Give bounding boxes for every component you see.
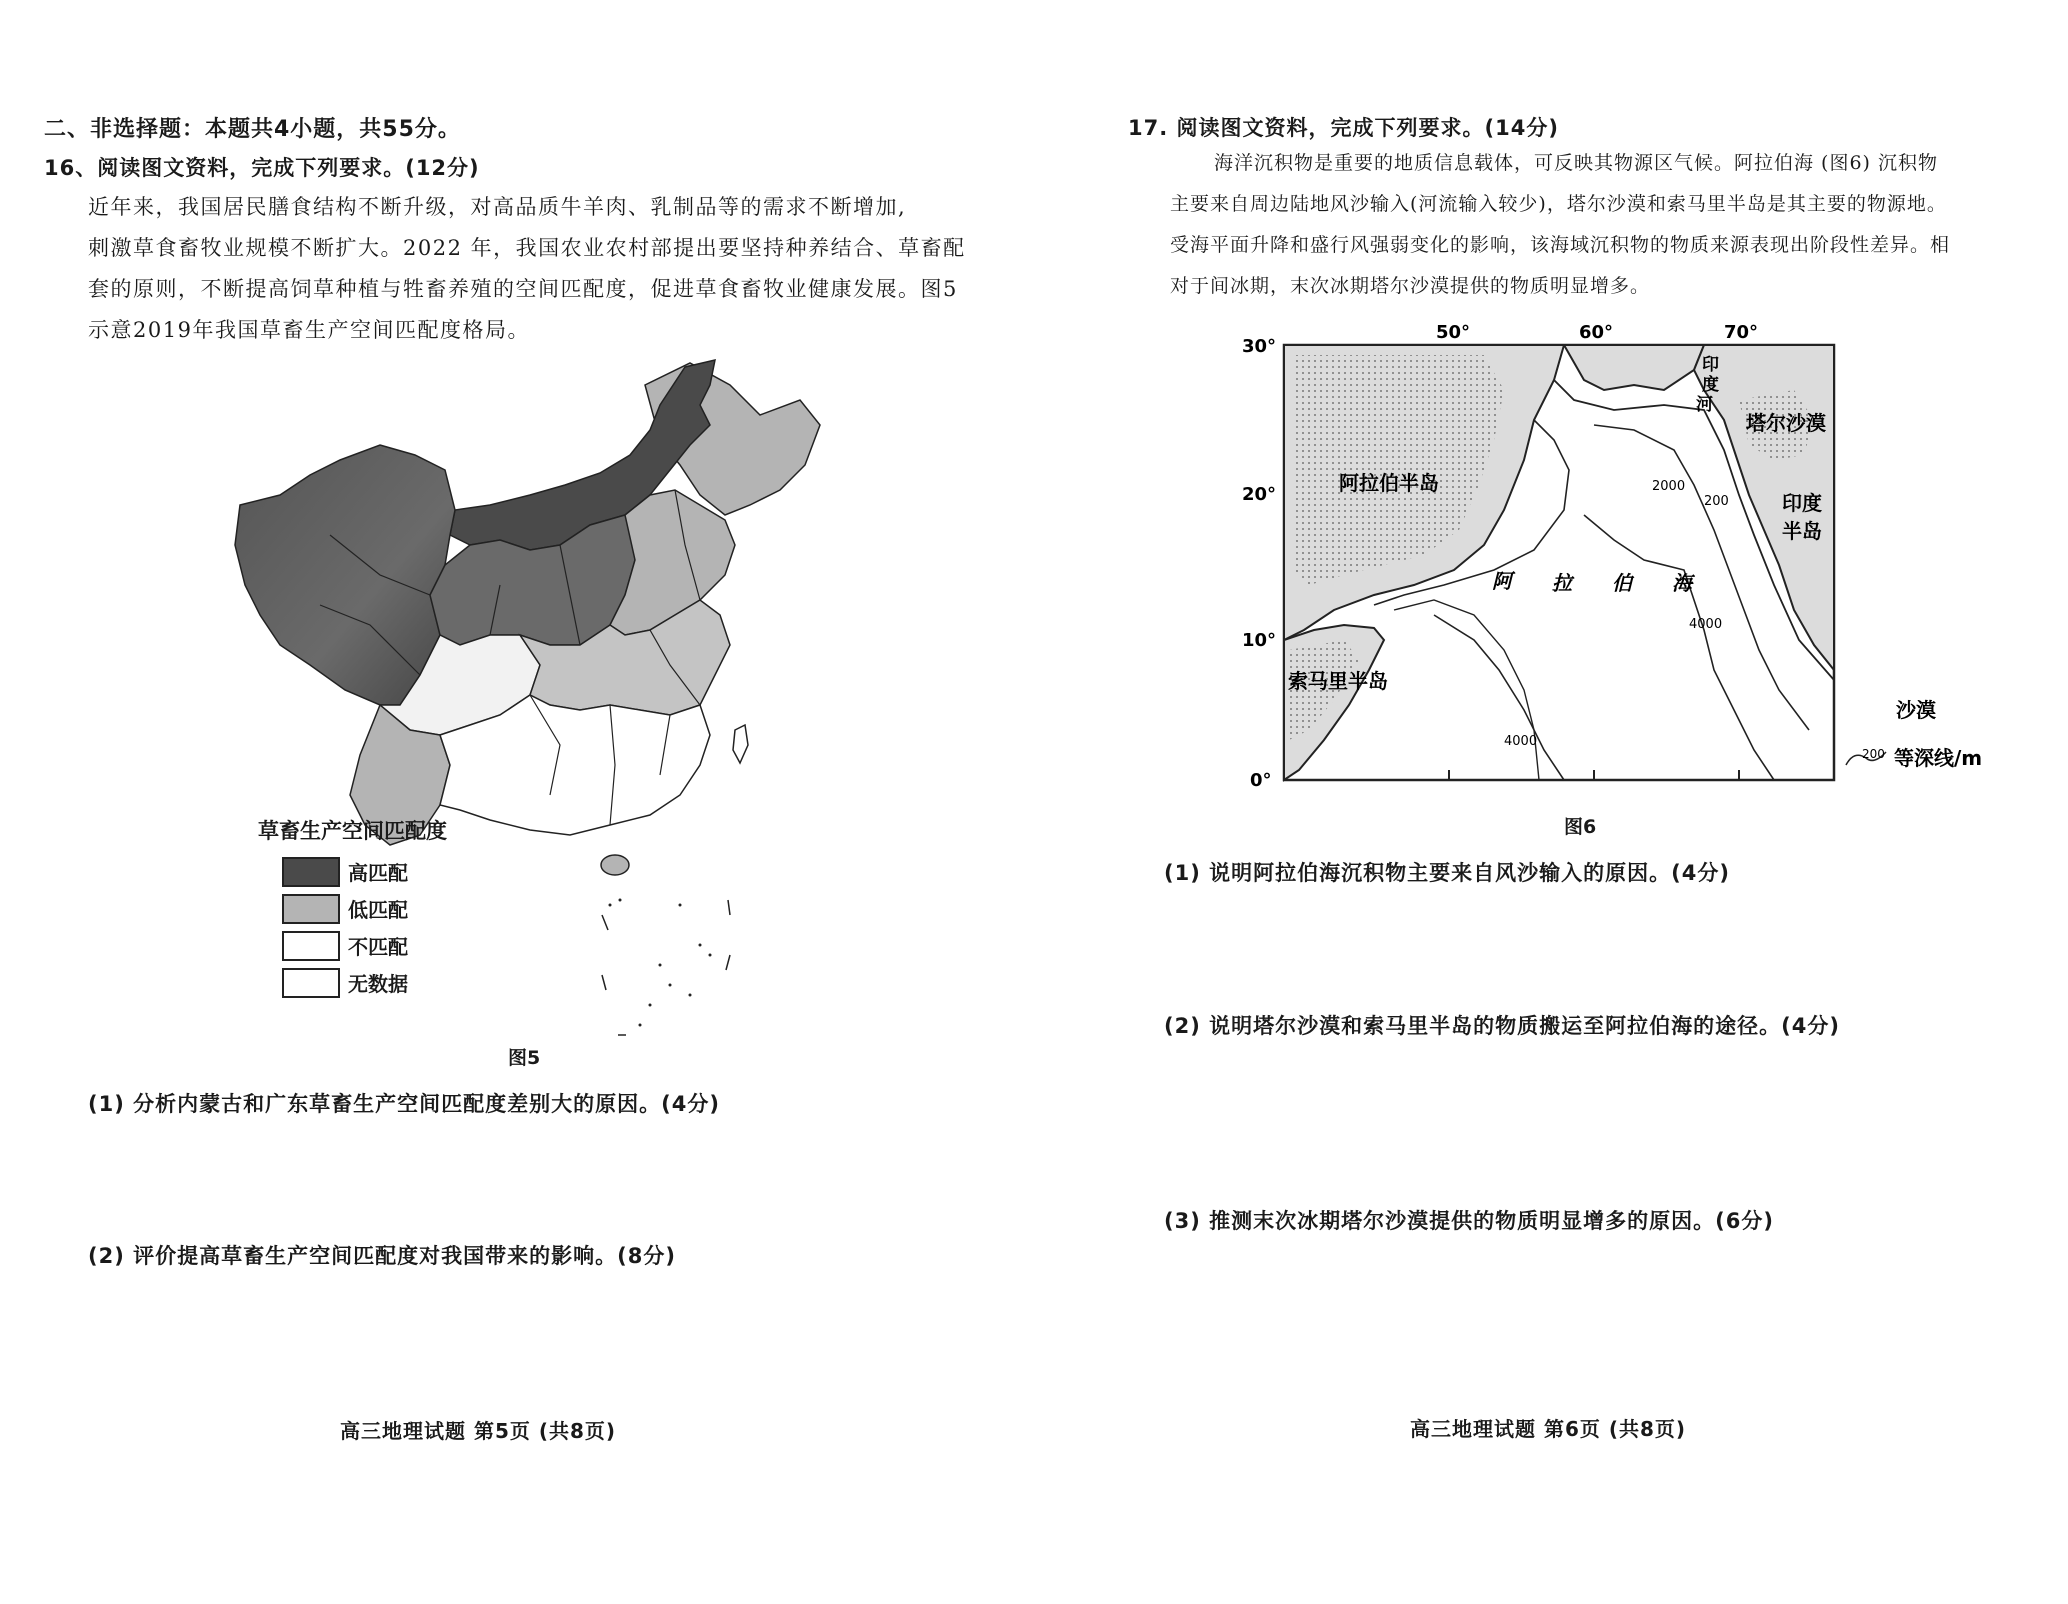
q17-sub-1: (1) 说明阿拉伯海沉积物主要来自风沙输入的原因。(4分) (1164, 861, 1730, 885)
legend-swatch-none (282, 931, 340, 961)
figure-6-caption: 图6 (1564, 816, 1597, 838)
legend-item-low (282, 890, 447, 927)
legend-isobath-value: 200 (1862, 747, 1885, 761)
legend-label-high: 高匹配 (348, 861, 408, 885)
arabian-sea-map (1234, 310, 2014, 790)
lat-label-20: 20° (1242, 484, 1277, 505)
legend-label-nodata: 无数据 (348, 972, 408, 996)
island-hainan (601, 855, 629, 875)
q16-line-4: 示意2019年我国草畜生产空间匹配度格局。 (88, 318, 530, 342)
label-indus-2: 度 (1702, 375, 1719, 395)
q16-sub-2: (2) 评价提高草畜生产空间匹配度对我国带来的影响。(8分) (88, 1244, 676, 1268)
q16-line-1: 近年来，我国居民膳食结构不断升级，对高品质牛羊肉、乳制品等的需求不断增加, (88, 195, 907, 219)
contour-label-4000b: 4000 (1504, 734, 1538, 749)
label-arabia: 阿拉伯半岛 (1339, 471, 1439, 495)
label-india-2: 半岛 (1782, 519, 1822, 543)
contour-label-2000: 2000 (1652, 479, 1686, 494)
figure-5-caption: 图5 (508, 1047, 541, 1069)
label-sea-3: 伯 (1612, 571, 1632, 595)
label-indus-3: 河 (1696, 395, 1713, 415)
lon-label-60: 60° (1579, 322, 1614, 343)
contour-label-200: 200 (1704, 494, 1729, 509)
question-17-title: 17. 阅读图文资料，完成下列要求。(14分) (1128, 116, 1559, 140)
label-somalia: 索马里半岛 (1288, 669, 1388, 693)
exam-page-6 (1034, 0, 2068, 1604)
legend-item-high (282, 853, 447, 890)
label-thar: 塔尔沙漠 (1746, 411, 1826, 435)
legend-item-none (282, 927, 447, 964)
legend-title: 草畜生产空间匹配度 (258, 819, 447, 843)
island-taiwan (733, 725, 748, 763)
q17-sub-3: (3) 推测末次冰期塔尔沙漠提供的物质明显增多的原因。(6分) (1164, 1209, 1774, 1233)
region-west (235, 445, 455, 705)
q16-line-2: 刺激草食畜牧业规模不断扩大。2022 年，我国农业农村部提出要坚持种养结合、草畜配 (88, 236, 966, 260)
q16-sub-1: (1) 分析内蒙古和广东草畜生产空间匹配度差别大的原因。(4分) (88, 1092, 720, 1116)
label-sea-4: 海 (1672, 571, 1692, 595)
legend-swatch-high (282, 857, 340, 887)
lat-label-30: 30° (1242, 336, 1277, 357)
q17-line-3: 受海平面升降和盛行风强弱变化的影响，该海域沉积物的物质来源表现出阶段性差异。相 (1170, 234, 1951, 256)
label-indus-1: 印 (1702, 355, 1719, 375)
section-heading: 二、非选择题：本题共4小题，共55分。 (44, 117, 461, 142)
contour-label-4000a: 4000 (1689, 617, 1723, 632)
legend-label-low: 低匹配 (348, 898, 408, 922)
label-india-1: 印度 (1782, 491, 1822, 515)
q17-sub-2: (2) 说明塔尔沙漠和索马里半岛的物质搬运至阿拉伯海的途径。(4分) (1164, 1014, 1840, 1038)
question-16-title: 16、阅读图文资料，完成下列要求。(12分) (44, 156, 480, 180)
label-sea-2: 拉 (1552, 571, 1572, 595)
legend-swatch-low (282, 894, 340, 924)
q17-line-4: 对于间冰期，末次冰期塔尔沙漠提供的物质明显增多。 (1170, 275, 1651, 297)
legend-label-none: 不匹配 (348, 935, 408, 959)
map-legend (258, 815, 447, 1001)
page-6-footer: 高三地理试题 第6页 (共8页) (1410, 1417, 1687, 1441)
lon-label-70: 70° (1724, 322, 1759, 343)
lat-label-10: 10° (1242, 630, 1277, 651)
q17-line-1: 海洋沉积物是重要的地质信息载体，可反映其物源区气候。阿拉伯海 (图6) 沉积物 (1214, 152, 1938, 174)
q16-line-3: 套的原则，不断提高饲草种植与牲畜养殖的空间匹配度，促进草食畜牧业健康发展。图5 (88, 277, 958, 301)
q17-line-2: 主要来自周边陆地风沙输入(河流输入较少)，塔尔沙漠和索马里半岛是其主要的物源地。 (1170, 193, 1947, 215)
lat-label-0: 0° (1250, 770, 1272, 790)
legend-isobath: 等深线/m (1894, 746, 1983, 770)
lon-label-50: 50° (1436, 322, 1471, 343)
legend-swatch-nodata (282, 968, 340, 998)
legend-item-nodata (282, 964, 447, 1001)
legend-desert: 沙漠 (1896, 698, 1936, 722)
page-5-footer: 高三地理试题 第5页 (共8页) (340, 1419, 617, 1443)
label-sea-1: 阿 (1492, 569, 1512, 593)
